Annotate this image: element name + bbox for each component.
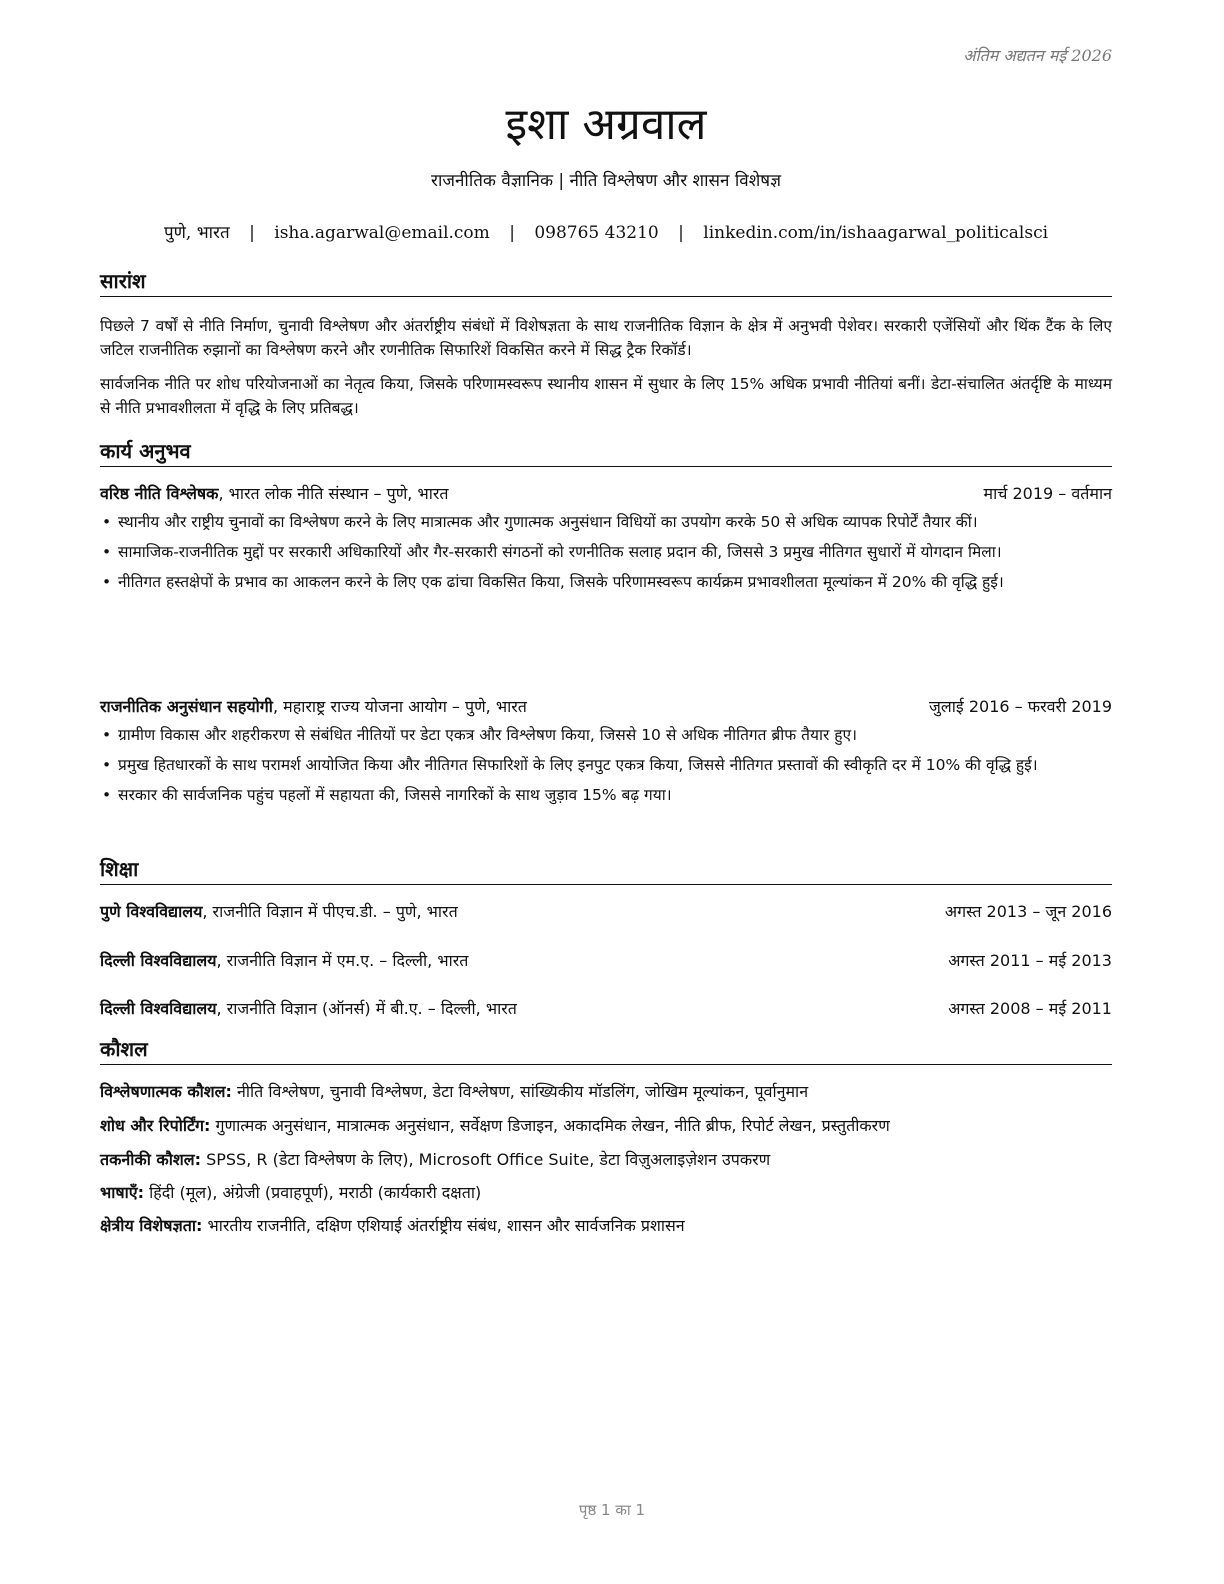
contact-location: पुणे, भारत <box>163 223 230 243</box>
summary-paragraph-1: पिछले 7 वर्षों से नीति निर्माण, चुनावी विश्लेषण और अंतर्राष्ट्रीय संबंधों में विशेषज्ञता के साथ राजनीतिक विज्ञान के क्षेत्र में अनुभवी पेशेवर। सरकारी एजेंसियों और थिंक टैंक के लिए जटिल राजनीतिक रुझानों का विश्लेषण करने और रणनीतिक सिफारिशें विकसित करने में सिद्ध ट्रैक रिकॉर्ड। <box>100 317 1112 359</box>
education-dates: अगस्त 2008 – मई 2011 <box>948 999 1112 1018</box>
school-name: पुणे विश्वविद्यालय <box>100 902 203 921</box>
resume-page <box>100 0 1112 1584</box>
job-header <box>100 481 1112 507</box>
job-bullets <box>100 723 1112 813</box>
skill-label: क्षेत्रीय विशेषज्ञता: <box>100 1216 203 1235</box>
tagline: राजनीतिक वैज्ञानिक | नीति विश्लेषण और शासन विशेषज्ञ <box>431 171 781 191</box>
skill-label: भाषाएँ: <box>100 1183 145 1202</box>
degree-detail: , राजनीति विज्ञान (ऑनर्स) में बी.ए. – दिल्ली, भारत <box>216 999 517 1018</box>
last-updated: अंतिम अद्यतन मई 2026 <box>963 46 1112 65</box>
skill-label: तकनीकी कौशल: <box>100 1150 201 1169</box>
job-role: राजनीतिक अनुसंधान सहयोगी <box>100 697 273 716</box>
education-heading: शिक्षा <box>100 856 1112 885</box>
education-item <box>100 996 1112 1022</box>
summary-paragraph-2: सार्वजनिक नीति पर शोध परियोजनाओं का नेतृत्व किया, जिसके परिणामस्वरूप स्थानीय शासन में सुधार के लिए 15% अधिक प्रभावी नीतियां बनीं। डेटा-संचालित अंतर्दृष्टि के माध्यम से नीति प्रभावशीलता में वृद्धि के लिए प्रतिबद्ध। <box>100 375 1112 417</box>
skill-value: गुणात्मक अनुसंधान, मात्रात्मक अनुसंधान, सर्वेक्षण डिजाइन, अकादमिक लेखन, नीति ब्रीफ, रिपोर्ट लेखन, प्रस्तुतीकरण <box>210 1116 890 1135</box>
candidate-name: इशा अग्रवाल <box>505 99 707 150</box>
education-dates: अगस्त 2013 – जून 2016 <box>944 902 1112 921</box>
skill-line <box>100 1079 1112 1105</box>
experience-heading: कार्य अनुभव <box>100 438 1112 467</box>
contact-linkedin[interactable]: linkedin.com/in/ishaagarwal_politicalsci <box>703 223 1049 243</box>
job-header <box>100 694 1112 720</box>
education-item <box>100 948 1112 974</box>
skill-value: नीति विश्लेषण, चुनावी विश्लेषण, डेटा विश्लेषण, सांख्यिकीय मॉडलिंग, जोखिम मूल्यांकन, पूर्वानुमान <box>231 1082 809 1101</box>
skills-heading: कौशल <box>100 1036 1112 1065</box>
skill-value: SPSS, R (डेटा विश्लेषण के लिए), Microsoft Office Suite, डेटा विज़ुअलाइज़ेशन उपकरण <box>201 1150 771 1169</box>
education-item <box>100 899 1112 925</box>
skill-label: विश्लेषणात्मक कौशल: <box>100 1082 232 1101</box>
skill-line <box>100 1147 1112 1173</box>
list-item: • स्थानीय और राष्ट्रीय चुनावों का विश्लेषण करने के लिए मात्रात्मक और गुणात्मक अनुसंधान विधियों का उपयोग करके 50 से अधिक व्यापक रिपोर्टें तैयार कीं। <box>100 510 1112 535</box>
contact-email[interactable]: isha.agarwal@email.com <box>274 223 490 243</box>
list-item: • सरकार की सार्वजनिक पहुंच पहलों में सहायता की, जिससे नागरिकों के साथ जुड़ाव 15% बढ़ गया। <box>100 783 1112 808</box>
contact-separator: | <box>509 223 515 243</box>
skill-label: शोध और रिपोर्टिंग: <box>100 1116 211 1135</box>
page-number: पृष्ठ 1 का 1 <box>578 1501 646 1519</box>
school-name: दिल्ली विश्वविद्यालय <box>100 951 217 970</box>
list-item: • ग्रामीण विकास और शहरीकरण से संबंधित नीतियों पर डेटा एकत्र और विश्लेषण किया, जिससे 10 से अधिक नीतिगत ब्रीफ तैयार हुए। <box>100 723 1112 748</box>
degree-detail: , राजनीति विज्ञान में एम.ए. – दिल्ली, भारत <box>216 951 469 970</box>
skill-line <box>100 1113 1112 1139</box>
education-dates: अगस्त 2011 – मई 2013 <box>948 951 1112 970</box>
skill-line <box>100 1213 1112 1239</box>
job-org: , भारत लोक नीति संस्थान – पुणे, भारत <box>218 484 449 503</box>
school-name: दिल्ली विश्वविद्यालय <box>100 999 217 1018</box>
contact-separator: | <box>249 223 255 243</box>
skill-value: हिंदी (मूल), अंग्रेजी (प्रवाहपूर्ण), मराठी (कार्यकारी दक्षता) <box>144 1183 482 1202</box>
degree-detail: , राजनीति विज्ञान में पीएच.डी. – पुणे, भारत <box>202 902 458 921</box>
job-role: वरिष्ठ नीति विश्लेषक <box>100 484 219 503</box>
list-item: • नीतिगत हस्तक्षेपों के प्रभाव का आकलन करने के लिए एक ढांचा विकसित किया, जिसके परिणामस्वरूप कार्यक्रम प्रभावशीलता मूल्यांकन में 20% की वृद्धि हुई। <box>100 570 1112 595</box>
job-bullets <box>100 510 1112 600</box>
contact-separator: | <box>678 223 684 243</box>
list-item: • प्रमुख हितधारकों के साथ परामर्श आयोजित किया और नीतिगत सिफारिशों के लिए इनपुट एकत्र किया, जिससे नीतिगत प्रस्तावों की स्वीकृति दर में 10% की वृद्धि हुई। <box>100 753 1112 778</box>
contact-line <box>100 220 1112 243</box>
skill-line <box>100 1180 1112 1206</box>
skill-value: भारतीय राजनीति, दक्षिण एशियाई अंतर्राष्ट्रीय संबंध, शासन और सार्वजनिक प्रशासन <box>202 1216 685 1235</box>
job-dates: मार्च 2019 – वर्तमान <box>983 484 1112 503</box>
job-dates: जुलाई 2016 – फरवरी 2019 <box>929 697 1112 716</box>
job-org: , महाराष्ट्र राज्य योजना आयोग – पुणे, भारत <box>272 697 527 716</box>
contact-phone[interactable]: 098765 43210 <box>534 223 659 243</box>
list-item: • सामाजिक-राजनीतिक मुद्दों पर सरकारी अधिकारियों और गैर-सरकारी संगठनों को रणनीतिक सलाह प्रदान की, जिससे 3 प्रमुख नीतिगत सुधारों में योगदान मिला। <box>100 540 1112 565</box>
summary-heading: सारांश <box>100 268 1112 297</box>
